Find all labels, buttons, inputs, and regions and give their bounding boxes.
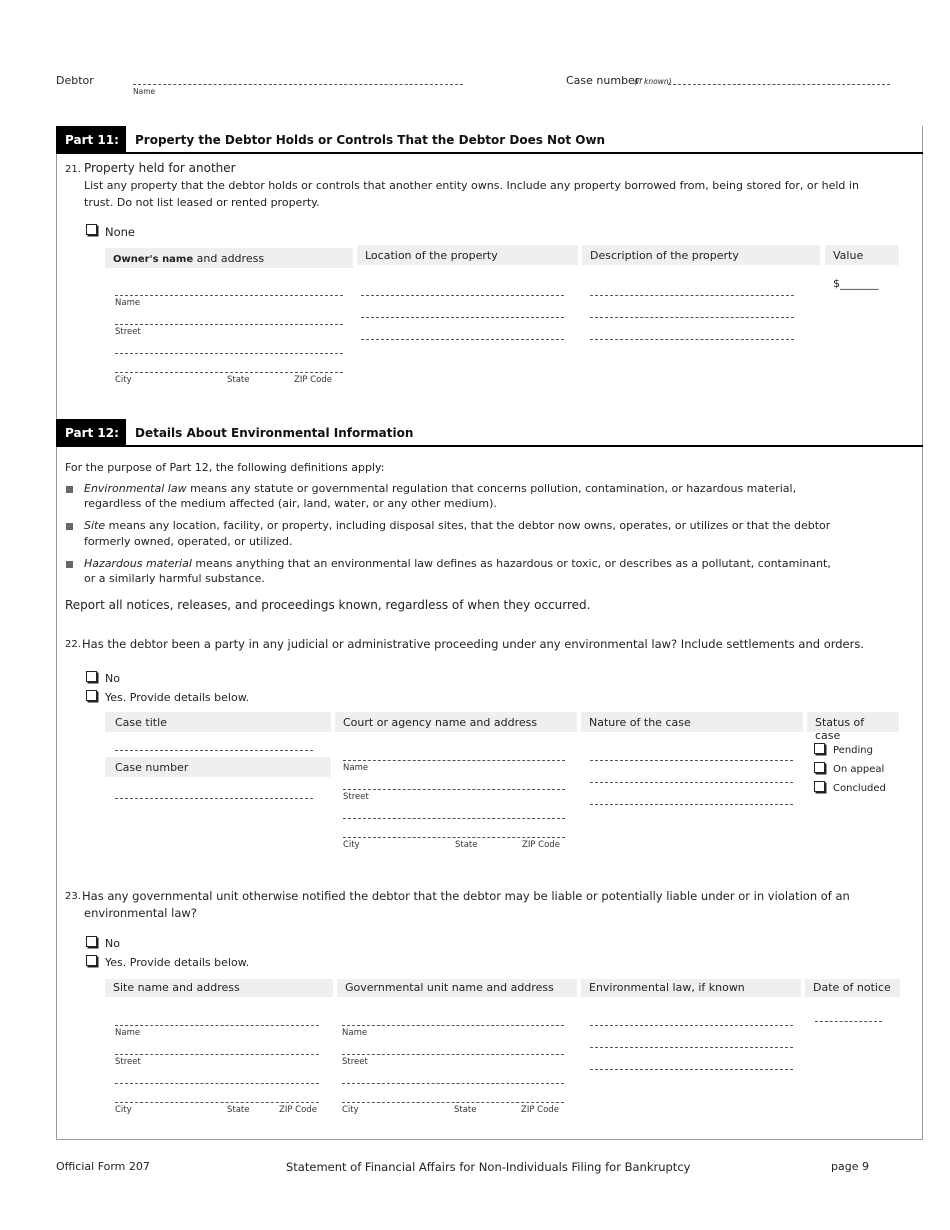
case-number-label: Case number [566,74,640,87]
site-street-caption: Street [115,1057,141,1067]
debtor-name-caption: Name [133,87,156,96]
owner-name-field[interactable] [115,295,343,296]
def1-line2: regardless of the medium affected (air, land, water, or any other medium). [84,497,497,510]
def1-text: means any statute or governmental regulation that concerns pollution, contamination, or hazardous material, [186,482,797,495]
owner-name-caption: Name [115,298,141,308]
q21-desc-line2: trust. Do not list leased or rented property. [84,196,320,209]
def2-text: means any location, facility, or property, including disposal sites, that the debtor now owns, operates, or utilizes or that the debtor [105,519,831,532]
owner-street-field[interactable] [115,324,343,325]
site-zip-caption: ZIP Code [279,1105,317,1115]
col-owner-name-bold: Owner's name [113,254,194,265]
q21-none-label: None [105,225,136,239]
description-line1-field[interactable] [590,295,794,296]
law-line2-field[interactable] [590,1047,793,1048]
col-value: Value [825,245,899,265]
def3-term: Hazardous material [84,557,192,570]
footer-form-title: Statement of Financial Affairs for Non-Individuals Filing for Bankruptcy [286,1160,691,1174]
site-street-field[interactable] [115,1054,319,1055]
def3-line2: or a similarly harmful substance. [84,572,265,585]
court-city-field[interactable] [343,837,565,838]
col-site-name-address: Site name and address [105,979,333,997]
court-street-caption: Street [343,792,369,802]
owner-street-caption: Street [115,327,141,337]
owner-street2-field[interactable] [115,353,343,354]
col-nature-of-case: Nature of the case [581,712,803,732]
court-street-field[interactable] [343,789,565,790]
footer-form-name: Official Form 207 [56,1160,150,1173]
def2-term: Site [84,519,106,532]
def-hazardous-material [84,557,831,570]
q22-no-checkbox[interactable] [86,671,97,682]
location-line2-field[interactable] [361,317,564,318]
value-field[interactable]: $_______ [833,277,879,290]
gov-city-field[interactable] [342,1102,564,1103]
col-status-of-case: Status of case [807,712,899,732]
col-case-title: Case title [105,712,331,732]
bullet-icon [66,486,73,493]
q21-title: Property held for another [84,161,236,175]
court-state-caption: State [455,840,478,850]
q23-yes-checkbox[interactable] [86,955,97,966]
description-line3-field[interactable] [590,339,794,340]
debtor-label: Debtor [56,74,94,87]
bullet-icon [66,561,73,568]
q21-number: 21. [65,164,81,175]
description-line2-field[interactable] [590,317,794,318]
owner-city-caption: City [115,375,132,385]
site-name-field[interactable] [115,1025,319,1026]
date-of-notice-field[interactable] [815,1021,882,1022]
gov-street-field[interactable] [342,1054,564,1055]
location-line3-field[interactable] [361,339,564,340]
nature-line1-field[interactable] [590,760,793,761]
q22-no-label: No [105,672,120,685]
status-on-appeal-label: On appeal [833,764,885,775]
gov-street2-field[interactable] [342,1083,564,1084]
def-site [84,519,830,532]
q23-no-label: No [105,937,120,950]
part12-label: Part 12: [56,419,126,447]
status-on-appeal-checkbox[interactable] [814,762,825,773]
location-line1-field[interactable] [361,295,564,296]
status-pending-checkbox[interactable] [814,743,825,754]
q22-number: 22. [65,639,81,650]
part12-header [56,419,923,447]
case-number-field-q22[interactable] [115,798,313,799]
court-zip-caption: ZIP Code [522,840,560,850]
col-location: Location of the property [357,245,578,265]
def1-term: Environmental law [84,482,187,495]
q23-text-line2: environmental law? [84,906,197,920]
court-name-field[interactable] [343,760,565,761]
part12-intro: For the purpose of Part 12, the following definitions apply: [65,461,385,474]
def3-text: means anything that an environmental law defines as hazardous or toxic, or describes as a pollutant, contaminant, [191,557,831,570]
def2-line2: formerly owned, operated, or utilized. [84,535,293,548]
gov-name-caption: Name [342,1028,368,1038]
q23-yes-label: Yes. Provide details below. [105,956,250,969]
q23-text-line1: Has any governmental unit otherwise notified the debtor that the debtor may be liable or potentially liable under or in violation of an [82,889,850,903]
col-environmental-law: Environmental law, if known [581,979,801,997]
col-court-agency: Court or agency name and address [335,712,577,732]
q23-no-checkbox[interactable] [86,936,97,947]
owner-zip-caption: ZIP Code [294,375,332,385]
part11-title: Property the Debtor Holds or Controls That the Debtor Does Not Own [135,133,606,147]
part12-title: Details About Environmental Information [135,426,414,440]
nature-line3-field[interactable] [590,804,793,805]
gov-street-caption: Street [342,1057,368,1067]
case-title-field[interactable] [115,750,313,751]
col-description: Description of the property [582,245,820,265]
court-city-caption: City [343,840,360,850]
q22-yes-label: Yes. Provide details below. [105,691,250,704]
court-street2-field[interactable] [343,818,565,819]
owner-city-field[interactable] [115,372,343,373]
footer-page-number: page 9 [831,1160,869,1173]
site-street2-field[interactable] [115,1083,319,1084]
site-city-caption: City [115,1105,132,1115]
col-governmental-unit: Governmental unit name and address [337,979,577,997]
status-concluded-checkbox[interactable] [814,781,825,792]
law-line3-field[interactable] [590,1069,793,1070]
col-owner-address: and address [193,252,265,265]
def-environmental-law [84,482,796,495]
status-pending-label: Pending [833,745,873,756]
case-number-qualifier: (if known) [634,77,672,86]
gov-state-caption: State [454,1105,477,1115]
site-state-caption: State [227,1105,250,1115]
gov-name-field[interactable] [342,1025,564,1026]
nature-line2-field[interactable] [590,782,793,783]
q21-none-checkbox[interactable] [86,224,97,235]
debtor-name-field[interactable] [133,84,463,85]
bullet-icon [66,523,73,530]
col-owner-name-address [105,248,353,268]
col-date-of-notice: Date of notice [805,979,900,997]
law-line1-field[interactable] [590,1025,793,1026]
col-case-number: Case number [105,757,331,777]
status-concluded-label: Concluded [833,783,886,794]
q22-text: Has the debtor been a party in any judicial or administrative proceeding under any environmental law? Include settlements and orders. [82,637,865,651]
q22-yes-checkbox[interactable] [86,690,97,701]
court-name-caption: Name [343,763,369,773]
part11-header [56,126,923,154]
gov-zip-caption: ZIP Code [521,1105,559,1115]
case-number-field[interactable] [668,84,890,85]
site-name-caption: Name [115,1028,141,1038]
part11-label: Part 11: [56,126,126,154]
q23-number: 23. [65,891,81,902]
q21-desc-line1: List any property that the debtor holds or controls that another entity owns. Include any property borrowed from, being stored for, or held in [84,179,859,192]
report-note: Report all notices, releases, and proceedings known, regardless of when they occurred. [65,598,591,612]
owner-state-caption: State [227,375,250,385]
site-city-field[interactable] [115,1102,319,1103]
gov-city-caption: City [342,1105,359,1115]
